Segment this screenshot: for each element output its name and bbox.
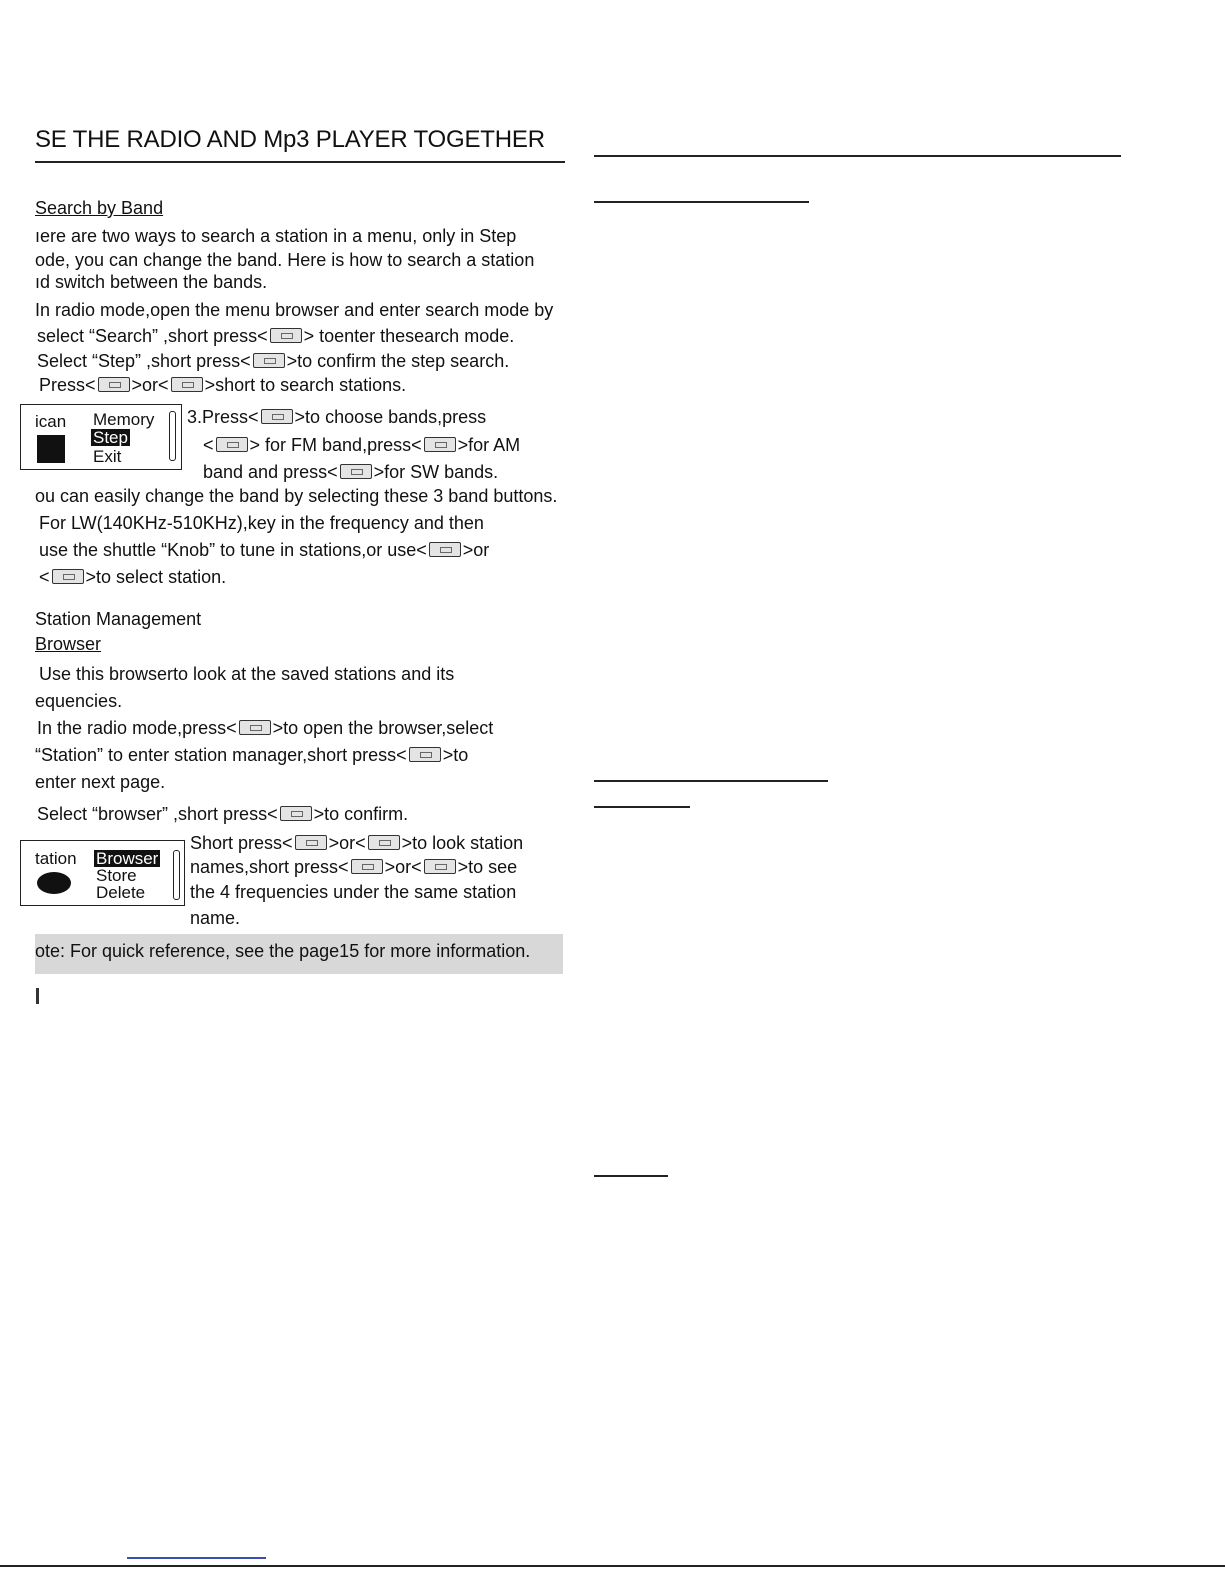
band2-text-post: >for AM — [457, 435, 521, 455]
easy-line: ou can easily change the band by selecting these 3 band buttons. — [35, 486, 558, 506]
short1-text-post: >to look station — [401, 833, 524, 853]
intro-line-1: ıere are two ways to search a station in a menu, only in Step — [35, 226, 517, 246]
browser-heading: Browser — [35, 634, 102, 654]
lw3-text-post: >to select station. — [85, 567, 227, 587]
lcd-browser-item: Browser — [96, 849, 159, 868]
short-line-3: the 4 frequencies under the same station — [190, 882, 517, 902]
am-key-icon — [424, 437, 456, 452]
lcd-search-icon — [37, 435, 65, 463]
use-line-1: Use this browserto look at the saved stations and its — [39, 664, 455, 684]
bottom-rule — [0, 1565, 1225, 1567]
step2-text-post: >to confirm the step search. — [286, 351, 510, 371]
band-line-3 — [203, 462, 498, 483]
short2-text-mid: >or< — [384, 857, 422, 877]
use-line-2: equencies. — [35, 691, 123, 711]
band3-text-post: >for SW bands. — [373, 462, 499, 482]
lcd-memory-item: Memory — [93, 410, 155, 429]
prev-key-icon — [98, 377, 130, 392]
search-by-band-heading: Search by Band — [35, 198, 164, 218]
lcd-delete-item: Delete — [96, 883, 146, 902]
rewind-key-icon — [351, 859, 383, 874]
short1-text-pre: Short press< — [190, 833, 293, 853]
short2-text-post: >to see — [457, 857, 518, 877]
short1-text-mid: >or< — [328, 833, 366, 853]
lcd-step-item: Step — [93, 428, 128, 447]
bar-mark — [36, 988, 39, 1004]
step1-text-pre: select “Search” ,short press< — [37, 326, 268, 346]
lw3-text-pre: < — [39, 567, 50, 587]
right-rule-3 — [594, 806, 690, 808]
step1-line-a: In radio mode,open the menu browser and enter search mode by — [35, 300, 554, 320]
note-text: ote: For quick reference, see the page15 for more information. — [35, 941, 531, 961]
step2-line — [37, 351, 509, 372]
prev-key-icon — [429, 542, 461, 557]
step1-line-b — [37, 326, 514, 347]
step2-text-pre: Select “Step” ,short press< — [37, 351, 251, 371]
radio-line-2 — [35, 745, 468, 766]
band2-text-mid: > for FM band,press< — [249, 435, 422, 455]
lcd-store-item: Store — [96, 866, 137, 885]
band1-text-post: >to choose bands,press — [294, 407, 487, 427]
lcd-station-icon — [37, 872, 71, 894]
next-key-icon — [368, 835, 400, 850]
station-management-heading: Station Management — [35, 609, 202, 629]
select-text-post: >to confirm. — [313, 804, 409, 824]
lcd-scrollbar — [169, 411, 176, 461]
step3-text-pre: Press< — [39, 375, 96, 395]
right-rule-1 — [594, 201, 809, 203]
lcd-scan-label: ican — [35, 412, 67, 431]
lcd-search-menu — [20, 404, 182, 470]
intro-line-3: ıd switch between the bands. — [35, 272, 268, 292]
step1-text-post: > toenter thesearch mode. — [303, 326, 515, 346]
short-line-2 — [190, 857, 517, 878]
lw-line-2 — [39, 540, 489, 561]
prev-key-icon — [295, 835, 327, 850]
lcd-station-menu — [20, 840, 185, 906]
band1-text-pre: 3.Press< — [187, 407, 259, 427]
next-key-icon — [52, 569, 84, 584]
radio-line-1 — [37, 718, 493, 739]
step3-text-post: >short to search stations. — [204, 375, 407, 395]
lw-line-1: For LW(140KHz-510KHz),key in the frequency and then — [39, 513, 484, 533]
forward-key-icon — [424, 859, 456, 874]
lw2-text-pre: use the shuttle “Knob” to tune in stations,or use< — [39, 540, 427, 560]
radio2-text-pre: “Station” to enter station manager,short press< — [35, 745, 407, 765]
sw-key-icon — [340, 464, 372, 479]
bottom-link-rule — [127, 1557, 266, 1559]
lcd-station-label: tation — [35, 849, 77, 868]
short2-text-pre: names,short press< — [190, 857, 349, 877]
short-line-1 — [190, 833, 523, 854]
page-title: SE THE RADIO AND Mp3 PLAYER TOGETHER — [35, 126, 545, 153]
select-browser-line — [37, 804, 408, 825]
band-line-1 — [187, 407, 486, 428]
select-text-pre: Select “browser” ,short press< — [37, 804, 278, 824]
band-key-icon — [261, 409, 293, 424]
radio1-text-post: >to open the browser,select — [272, 718, 494, 738]
right-rule-4 — [594, 1175, 668, 1177]
band-line-2 — [203, 435, 520, 456]
left-column — [0, 0, 600, 1585]
step3-line — [39, 375, 406, 396]
radio1-text-pre: In the radio mode,press< — [37, 718, 237, 738]
radio2-text-post: >to — [442, 745, 469, 765]
band3-text-pre: band and press< — [203, 462, 338, 482]
menu-key-icon — [239, 720, 271, 735]
lw2-text-post: >or — [462, 540, 490, 560]
intro-line-2: ode, you can change the band. Here is how to search a station — [35, 250, 535, 270]
short-line-4: name. — [190, 908, 241, 928]
fm-key-icon — [216, 437, 248, 452]
menu-key-icon — [409, 747, 441, 762]
band2-text-pre: < — [203, 435, 214, 455]
step3-text-mid: >or< — [131, 375, 169, 395]
title-rule — [35, 161, 565, 163]
menu-key-icon — [253, 353, 285, 368]
next-key-icon — [171, 377, 203, 392]
menu-key-icon — [270, 328, 302, 343]
lcd-scrollbar — [173, 850, 180, 900]
right-top-rule — [594, 155, 1121, 157]
menu-key-icon — [280, 806, 312, 821]
right-rule-2 — [594, 780, 828, 782]
radio-line-3: enter next page. — [35, 772, 166, 792]
lcd-exit-item: Exit — [93, 447, 122, 466]
lw-line-3 — [39, 567, 226, 588]
